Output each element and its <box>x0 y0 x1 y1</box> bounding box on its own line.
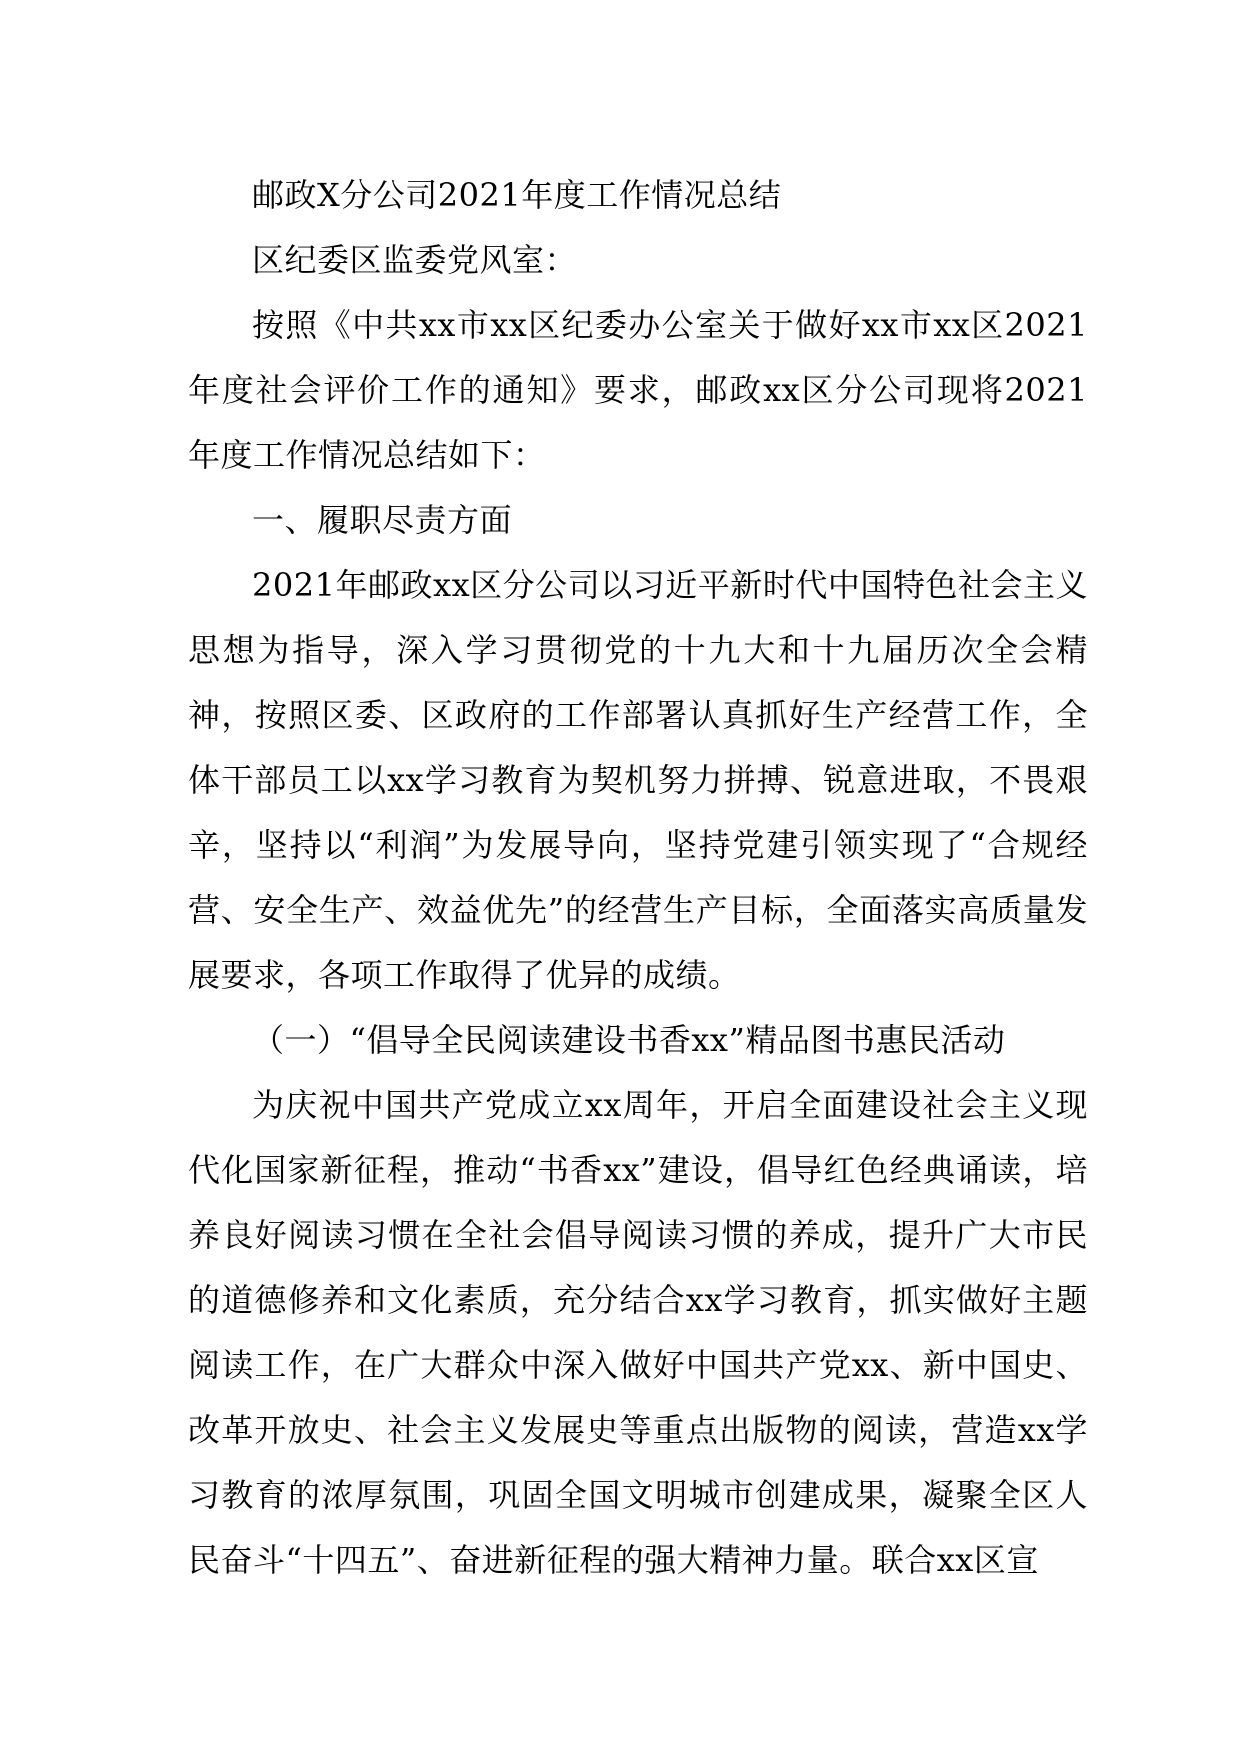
intro-paragraph: 按照《中共xx市xx区纪委办公室关于做好xx市xx区2021年度社会评价工作的通知》要求，邮政xx区分公司现将2021年度工作情况总结如下： <box>188 306 1088 474</box>
document-body <box>188 163 1088 1593</box>
recipient-line: 区纪委区监委党风室： <box>252 241 578 279</box>
subsection-paragraph: 为庆祝中国共产党成立xx周年，开启全面建设社会主义现代化国家新征程，推动“书香xx”建设，倡导红色经典诵读，培养良好阅读习惯在全社会倡导阅读习惯的养成，提升广大市民的道德修养和文化素质，充分结合xx学习教育，抓实做好主题阅读工作，在广大群众中深入做好中国共产党xx、新中国史、改革开放史、社会主义发展史等重点出版物的阅读，营造xx学习教育的浓厚氛围，巩固全国文明城市创建成果，凝聚全区人民奋斗“十四五”、奋进新征程的强大精神力量。联合xx区宣 <box>188 1086 1088 1579</box>
section-heading: 一、履职尽责方面 <box>252 501 513 539</box>
section-paragraph: 2021年邮政xx区分公司以习近平新时代中国特色社会主义思想为指导，深入学习贯彻党的十九大和十九届历次全会精神，按照区委、区政府的工作部署认真抓好生产经营工作，全体干部员工以xx学习教育为契机努力拼搏、锐意进取，不畏艰辛，坚持以“利润”为发展导向，坚持党建引领实现了“合规经营、安全生产、效益优先”的经营生产目标，全面落实高质量发展要求，各项工作取得了优异的成绩。 <box>188 566 1088 994</box>
document-title: 邮政X分公司2021年度工作情况总结 <box>252 176 782 214</box>
subsection-heading: （一）“倡导全民阅读建设书香xx”精品图书惠民活动 <box>252 1021 1006 1059</box>
